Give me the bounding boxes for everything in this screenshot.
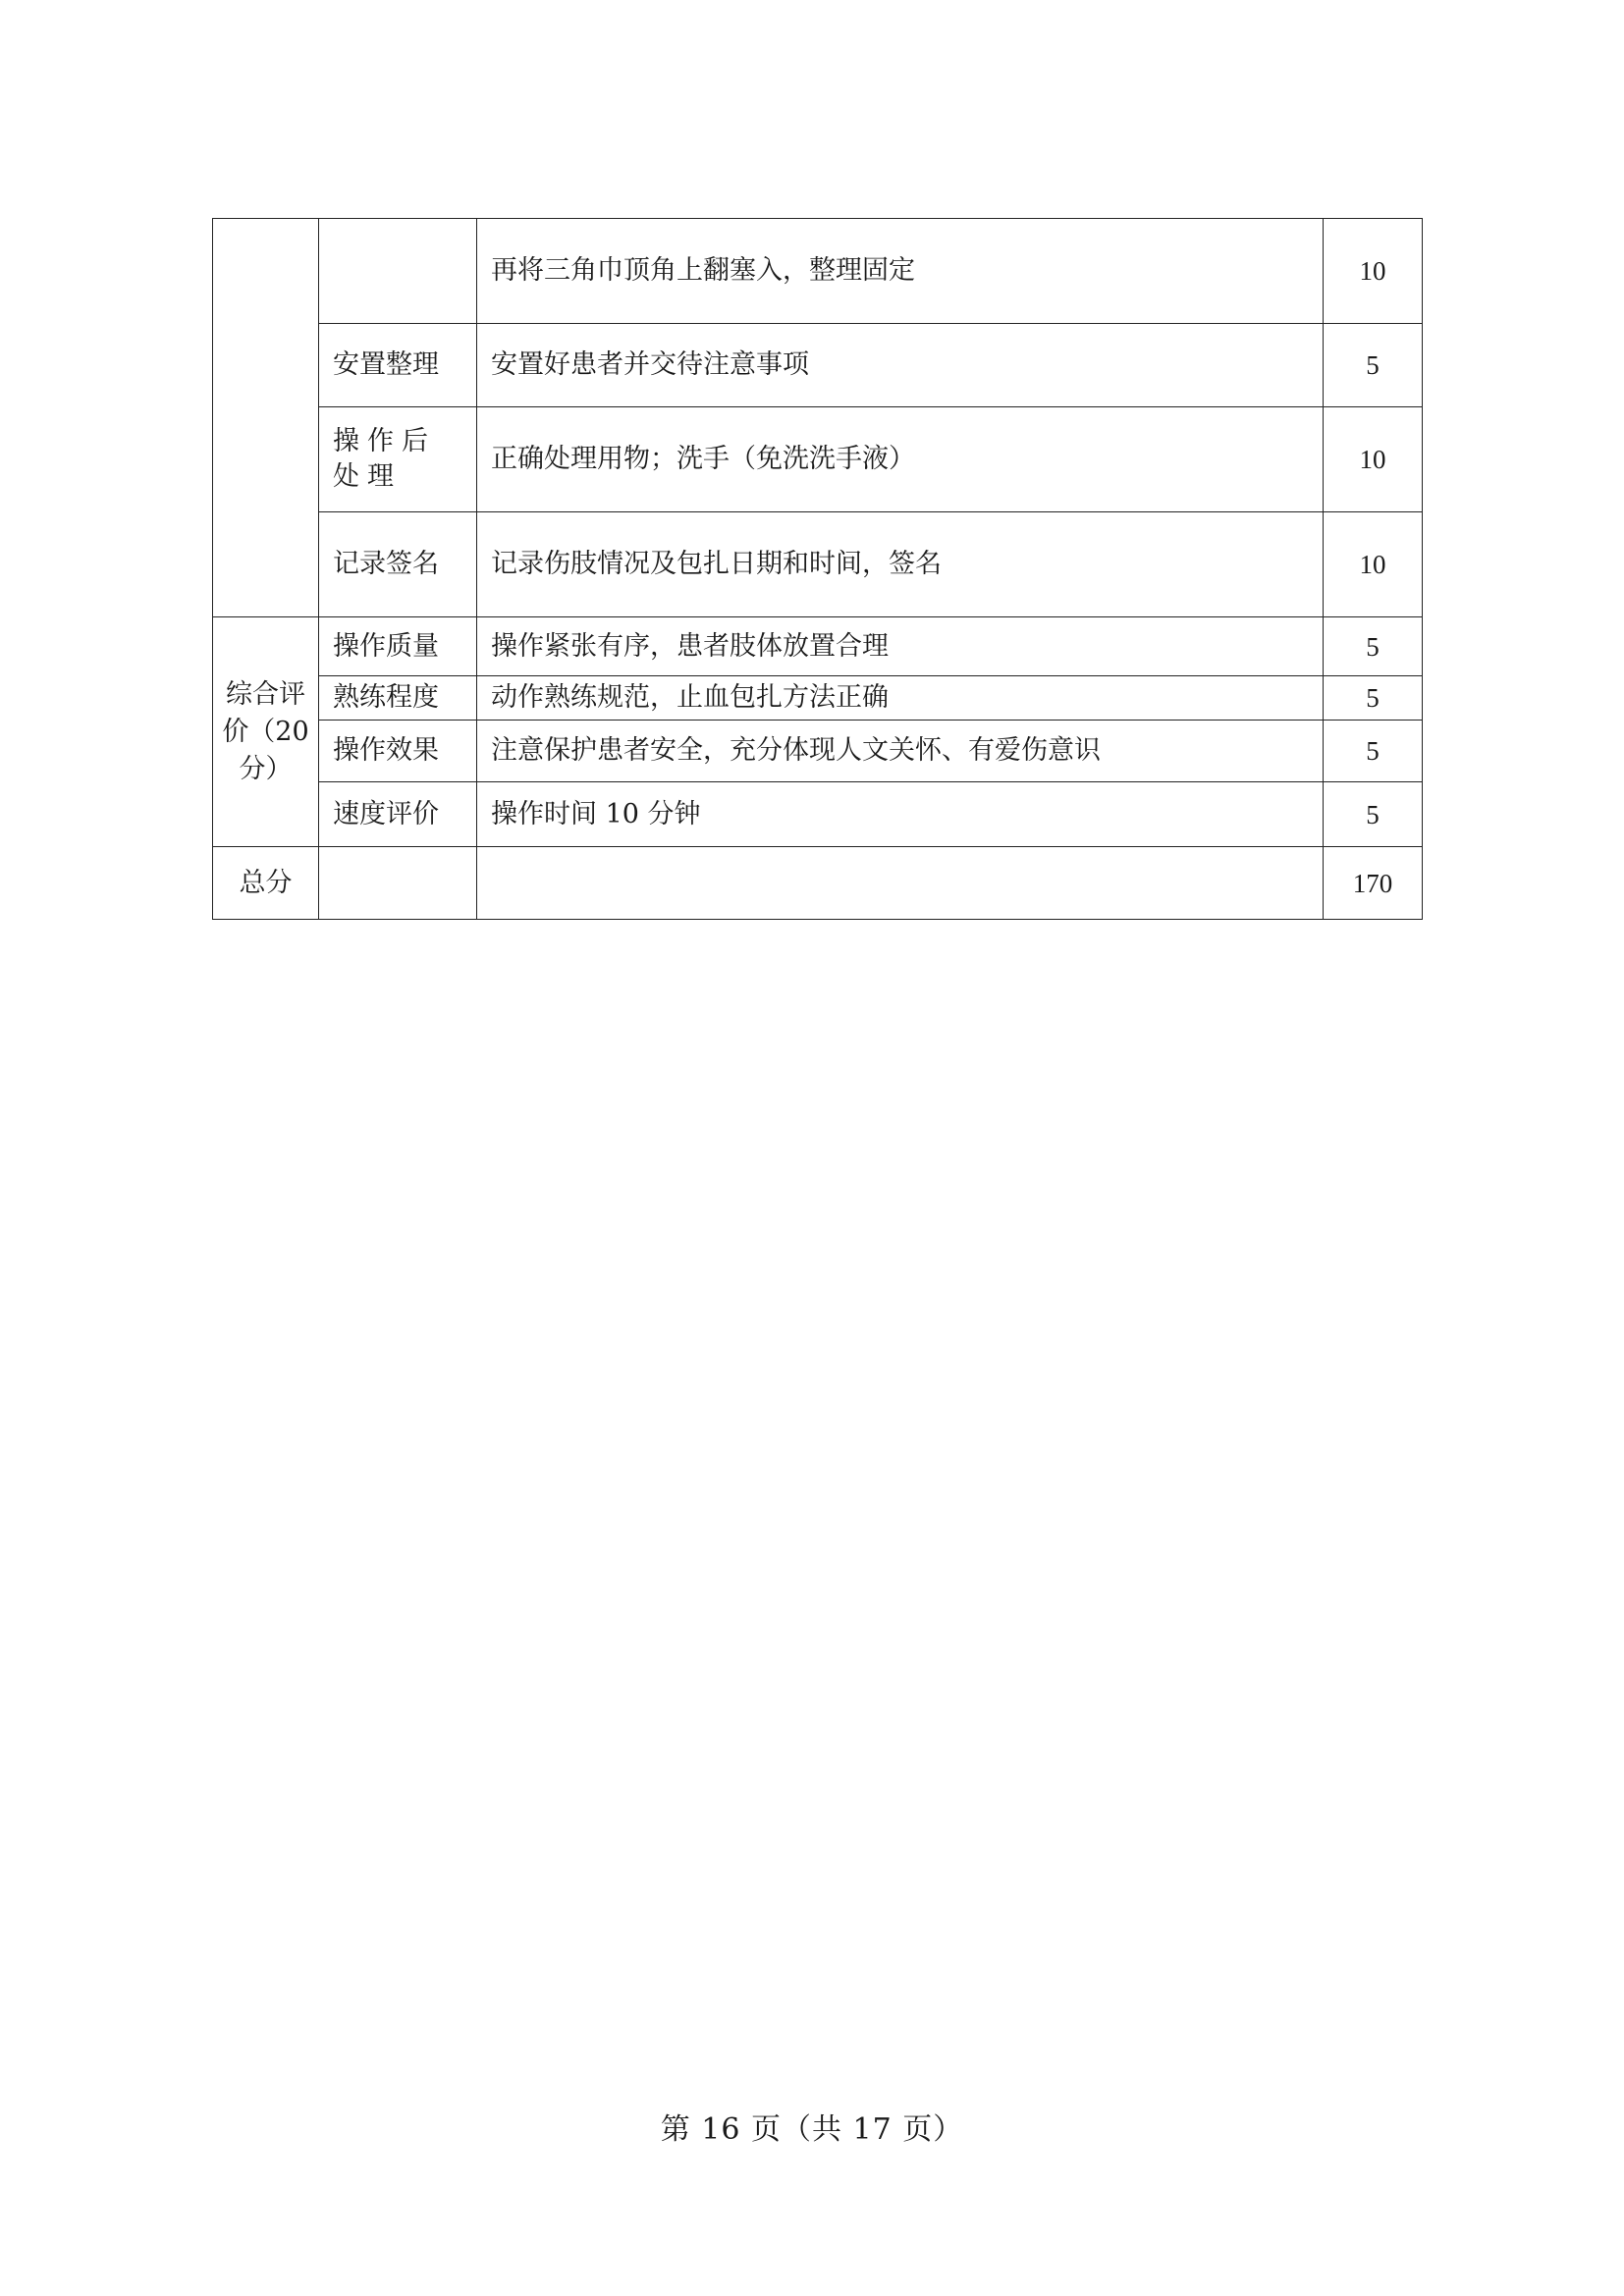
scoring-table <box>212 218 1423 920</box>
item-cell: 操作后处理 <box>319 407 477 512</box>
score-cell: 10 <box>1324 219 1423 324</box>
score-cell: 5 <box>1324 324 1423 407</box>
table-row <box>213 782 1423 847</box>
content-cell: 正确处理用物；洗手（免洗洗手液） <box>477 407 1324 512</box>
content-cell: 操作紧张有序，患者肢体放置合理 <box>477 617 1324 676</box>
table-row <box>213 676 1423 721</box>
item-cell <box>319 219 477 324</box>
content-cell: 安置好患者并交待注意事项 <box>477 324 1324 407</box>
table-row <box>213 324 1423 407</box>
content-cell: 动作熟练规范，止血包扎方法正确 <box>477 676 1324 721</box>
score-cell: 10 <box>1324 512 1423 617</box>
score-cell: 5 <box>1324 782 1423 847</box>
table-row <box>213 219 1423 324</box>
table-row <box>213 617 1423 676</box>
item-cell: 记录签名 <box>319 512 477 617</box>
table-row <box>213 407 1423 512</box>
item-cell: 操作质量 <box>319 617 477 676</box>
score-cell: 5 <box>1324 617 1423 676</box>
table-row <box>213 721 1423 782</box>
page-number-footer: 第 16 页（共 17 页） <box>660 2112 964 2147</box>
score-cell: 5 <box>1324 676 1423 721</box>
total-row <box>213 847 1423 920</box>
content-cell: 操作时间 10 分钟 <box>477 782 1324 847</box>
table-row <box>213 512 1423 617</box>
section-cell-evaluation: 综合评价（20分） <box>213 617 319 847</box>
item-cell: 速度评价 <box>319 782 477 847</box>
section-cell-continued <box>213 219 319 617</box>
score-cell: 5 <box>1324 721 1423 782</box>
total-label: 总分 <box>213 847 319 920</box>
content-cell: 记录伤肢情况及包扎日期和时间，签名 <box>477 512 1324 617</box>
content-cell: 再将三角巾顶角上翻塞入，整理固定 <box>477 219 1324 324</box>
total-score: 170 <box>1324 847 1423 920</box>
item-cell: 熟练程度 <box>319 676 477 721</box>
item-cell: 安置整理 <box>319 324 477 407</box>
score-cell: 10 <box>1324 407 1423 512</box>
item-cell <box>319 847 477 920</box>
item-cell: 操作效果 <box>319 721 477 782</box>
content-cell: 注意保护患者安全，充分体现人文关怀、有爱伤意识 <box>477 721 1324 782</box>
content-cell <box>477 847 1324 920</box>
